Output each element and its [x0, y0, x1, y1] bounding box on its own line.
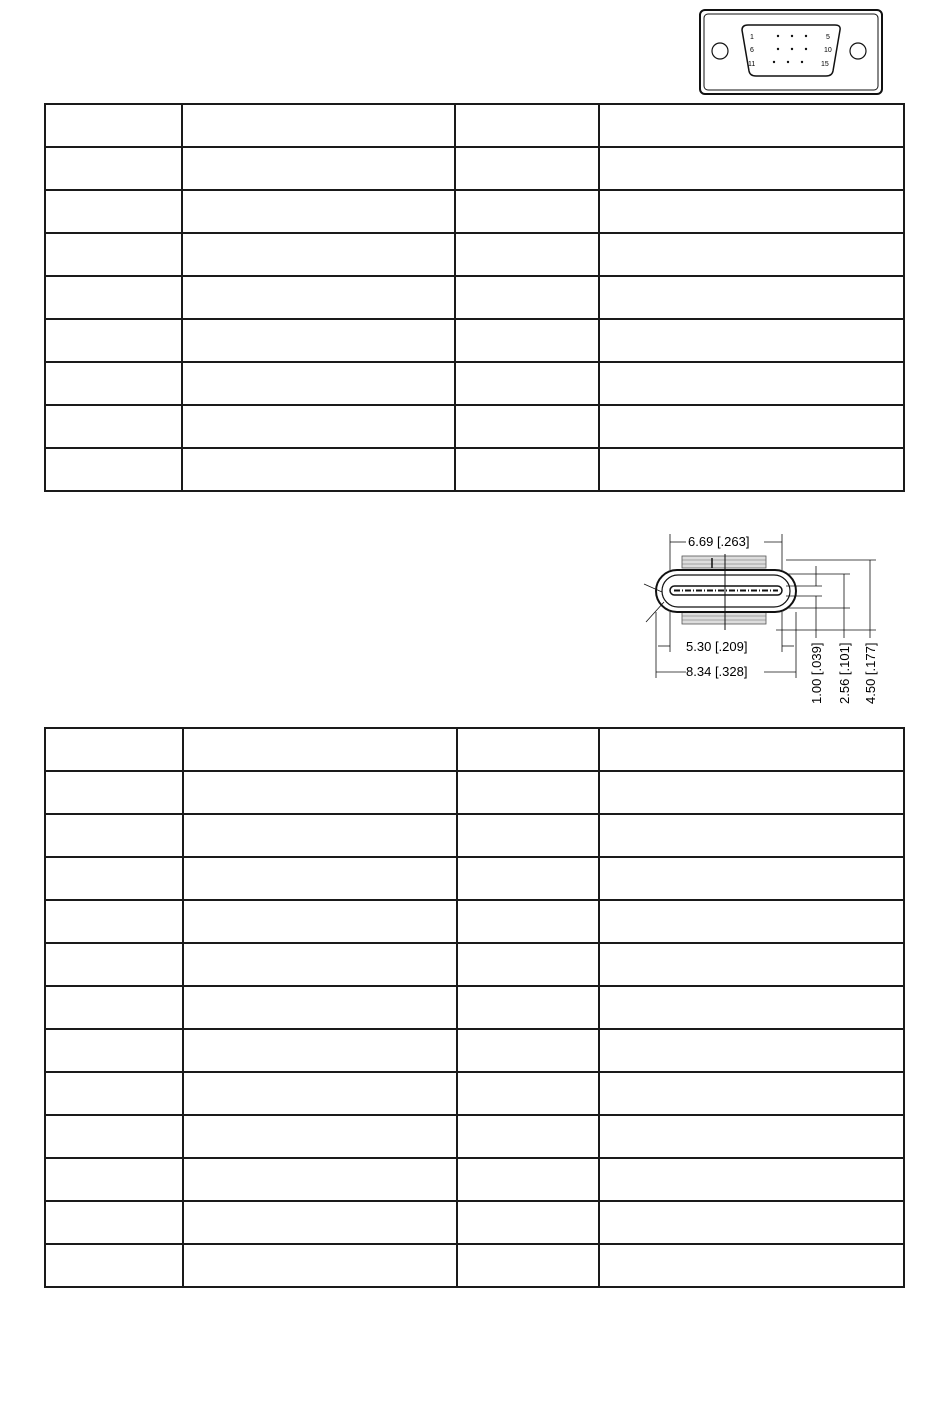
table-cell [183, 1158, 457, 1201]
table-cell [599, 233, 904, 276]
table-cell [457, 900, 599, 943]
table-cell [183, 1115, 457, 1158]
table-cell [45, 276, 182, 319]
table-cell [182, 405, 455, 448]
table-cell [457, 771, 599, 814]
table-cell [599, 104, 904, 147]
pin-label-1: 1 [750, 34, 754, 41]
table-cell [599, 943, 904, 986]
table-cell [45, 233, 182, 276]
table-cell [45, 448, 182, 491]
dim-h3: 4.50 [.177] [863, 642, 878, 704]
table-cell [182, 190, 455, 233]
table-cell [45, 1029, 183, 1072]
table-cell [45, 1201, 183, 1244]
table-cell [45, 405, 182, 448]
table-cell [183, 1201, 457, 1244]
dim-tongue-width: 5.30 [.209] [686, 639, 748, 654]
table-cell [599, 1072, 904, 1115]
table-cell [183, 1029, 457, 1072]
table-cell [457, 1244, 599, 1287]
table-row [45, 147, 904, 190]
table-cell [45, 319, 182, 362]
table-cell [599, 319, 904, 362]
table-cell [183, 857, 457, 900]
table-cell [182, 276, 455, 319]
table-row [45, 1072, 904, 1115]
table-row [45, 104, 904, 147]
pin-label-5: 5 [826, 34, 830, 41]
table-cell [45, 857, 183, 900]
table-cell [599, 986, 904, 1029]
table-row [45, 1029, 904, 1072]
table-cell [457, 857, 599, 900]
dim-outer-width: 8.34 [.328] [686, 664, 748, 679]
table-cell [599, 728, 904, 771]
table-cell [455, 405, 599, 448]
table-row [45, 233, 904, 276]
table-row [45, 986, 904, 1029]
table-cell [599, 276, 904, 319]
table-cell [45, 190, 182, 233]
table-cell [182, 362, 455, 405]
dim-width-inner: 6.69 [.263] [688, 534, 750, 549]
table-row [45, 728, 904, 771]
table-cell [455, 448, 599, 491]
table-row [45, 814, 904, 857]
table-row [45, 1244, 904, 1287]
table-cell [599, 1244, 904, 1287]
table-cell [183, 814, 457, 857]
table-row [45, 362, 904, 405]
pin-label-11: 11 [748, 61, 756, 68]
table-cell [45, 986, 183, 1029]
dim-h2: 2.56 [.101] [837, 642, 852, 704]
table-cell [455, 319, 599, 362]
table-cell [457, 1158, 599, 1201]
pin-table-1 [44, 103, 905, 492]
table-cell [455, 276, 599, 319]
pin-dot [805, 48, 807, 50]
table-cell [455, 190, 599, 233]
table-row [45, 448, 904, 491]
table-row [45, 276, 904, 319]
table-cell [183, 728, 457, 771]
table-cell [599, 147, 904, 190]
table-cell [45, 814, 183, 857]
pin-label-6: 6 [750, 47, 754, 54]
table-row [45, 943, 904, 986]
table-cell [45, 147, 182, 190]
pin-table-2 [44, 727, 905, 1288]
table-row [45, 900, 904, 943]
table-cell [45, 943, 183, 986]
pin-dot [801, 61, 803, 63]
table-cell [182, 147, 455, 190]
table-cell [599, 405, 904, 448]
table-cell [457, 1115, 599, 1158]
table-cell [182, 319, 455, 362]
table-cell [45, 771, 183, 814]
table-row [45, 857, 904, 900]
dim-h1: 1.00 [.039] [809, 642, 824, 704]
pin-dot [805, 35, 807, 37]
pin-dot [791, 35, 793, 37]
table-cell [599, 362, 904, 405]
pin-label-10: 10 [824, 47, 832, 54]
table-cell [182, 448, 455, 491]
table-cell [455, 233, 599, 276]
table-cell [45, 1072, 183, 1115]
pin-label-15: 15 [821, 61, 829, 68]
table-row [45, 319, 904, 362]
table-cell [457, 1029, 599, 1072]
table-cell [457, 986, 599, 1029]
table-cell [599, 857, 904, 900]
pin-dot [773, 61, 775, 63]
table-cell [599, 190, 904, 233]
table-cell [45, 1115, 183, 1158]
table-cell [599, 1115, 904, 1158]
pin-dot [791, 48, 793, 50]
table-cell [457, 728, 599, 771]
vga-connector-diagram [698, 8, 884, 96]
table-cell [455, 147, 599, 190]
table-cell [599, 448, 904, 491]
table-cell [599, 1201, 904, 1244]
table-row [45, 405, 904, 448]
table-cell [183, 1072, 457, 1115]
table-cell [599, 771, 904, 814]
table-row [45, 771, 904, 814]
table-cell [183, 943, 457, 986]
table-cell [599, 814, 904, 857]
pin-dot [777, 48, 779, 50]
table-cell [183, 771, 457, 814]
pin-dot [787, 61, 789, 63]
table-cell [599, 1029, 904, 1072]
table-cell [455, 104, 599, 147]
table-cell [599, 1158, 904, 1201]
table-cell [45, 362, 182, 405]
table-cell [457, 814, 599, 857]
table-cell [45, 104, 182, 147]
table-cell [45, 728, 183, 771]
table-row [45, 1115, 904, 1158]
table-cell [183, 986, 457, 1029]
table-cell [182, 233, 455, 276]
table-cell [45, 1158, 183, 1201]
table-row [45, 1158, 904, 1201]
table-cell [45, 1244, 183, 1287]
table-cell [182, 104, 455, 147]
table-cell [183, 1244, 457, 1287]
table-cell [599, 900, 904, 943]
pin-dot [777, 35, 779, 37]
table-cell [455, 362, 599, 405]
usb-c-dimension-diagram [636, 526, 886, 716]
table-cell [183, 900, 457, 943]
table-cell [45, 900, 183, 943]
table-cell [457, 1201, 599, 1244]
table-cell [457, 1072, 599, 1115]
table-row [45, 1201, 904, 1244]
table-cell [457, 943, 599, 986]
table-row [45, 190, 904, 233]
